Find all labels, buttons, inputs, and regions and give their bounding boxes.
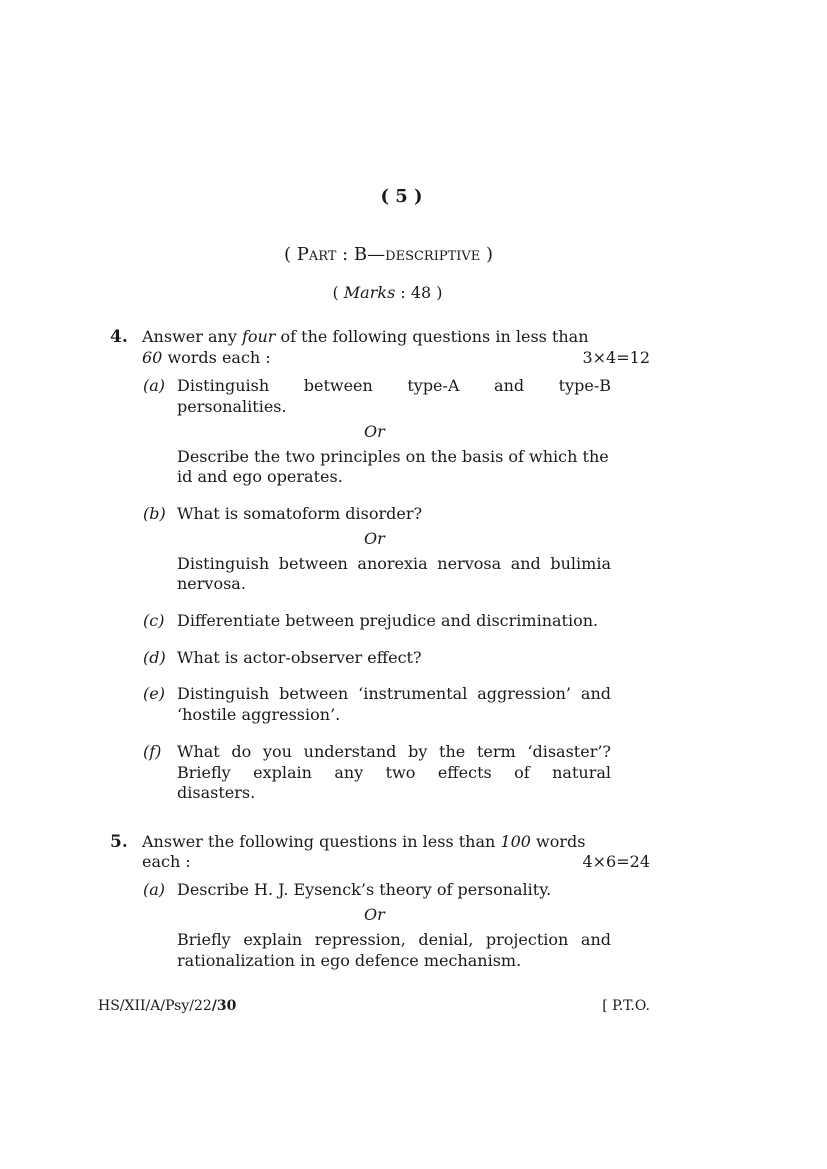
or-separator: Or	[364, 422, 385, 441]
question-text-line: Answer the following questions in less than 100 words	[142, 832, 586, 851]
question-marks: 4×6=24	[582, 852, 650, 871]
item-label: (f)	[143, 742, 162, 761]
item-label: (b)	[143, 504, 166, 523]
item-label: (d)	[143, 648, 166, 667]
question-number: 5.	[110, 832, 128, 852]
question-marks: 3×4=12	[582, 348, 650, 367]
item-text-line: Differentiate between prejudice and discrimination.	[177, 611, 599, 630]
item-text-line: personalities.	[177, 397, 287, 416]
item-text-line: Describe the two principles on the basis of which the	[177, 447, 609, 466]
item-text-line: Distinguish between ‘instrumental aggression’ and	[177, 684, 611, 703]
question-text-line: each :	[142, 852, 191, 871]
pto-marker: [ P.T.O.	[602, 998, 650, 1014]
or-separator: Or	[364, 529, 385, 548]
item-text-line: ‘hostile aggression’.	[177, 705, 341, 724]
item-text-line: rationalization in ego defence mechanism.	[177, 951, 522, 970]
item-label: (e)	[143, 684, 165, 703]
item-text-line: nervosa.	[177, 574, 246, 593]
item-text-line: Distinguish between type-A and type-B	[177, 376, 611, 395]
item-text-line: id and ego operates.	[177, 467, 343, 486]
item-text-line: What do you understand by the term ‘disaster’?	[177, 742, 611, 761]
item-label: (a)	[143, 376, 166, 395]
question-number: 4.	[110, 327, 128, 347]
page-number: ( 5 )	[380, 186, 423, 207]
question-text-line: Answer any four of the following questions in less than	[142, 327, 589, 346]
item-text-line: Describe H. J. Eysenck’s theory of personality.	[177, 880, 552, 899]
marks-total: ( Marks : 48 )	[332, 283, 443, 302]
item-text-line: What is actor-observer effect?	[177, 648, 422, 667]
item-text-line: Briefly explain repression, denial, projection and	[177, 930, 611, 949]
item-text-line: Briefly explain any two effects of natural	[177, 763, 611, 782]
part-heading: ( Part : B—descriptive )	[283, 244, 494, 265]
paper-code: HS/XII/A/Psy/22/30	[98, 998, 237, 1014]
item-text-line: disasters.	[177, 783, 256, 802]
or-separator: Or	[364, 905, 385, 924]
item-text-line: Distinguish between anorexia nervosa and bulimia	[177, 554, 611, 573]
item-label: (c)	[143, 611, 165, 630]
item-label: (a)	[143, 880, 166, 899]
question-text-line: 60 words each :	[142, 348, 271, 367]
item-text-line: What is somatoform disorder?	[177, 504, 423, 523]
